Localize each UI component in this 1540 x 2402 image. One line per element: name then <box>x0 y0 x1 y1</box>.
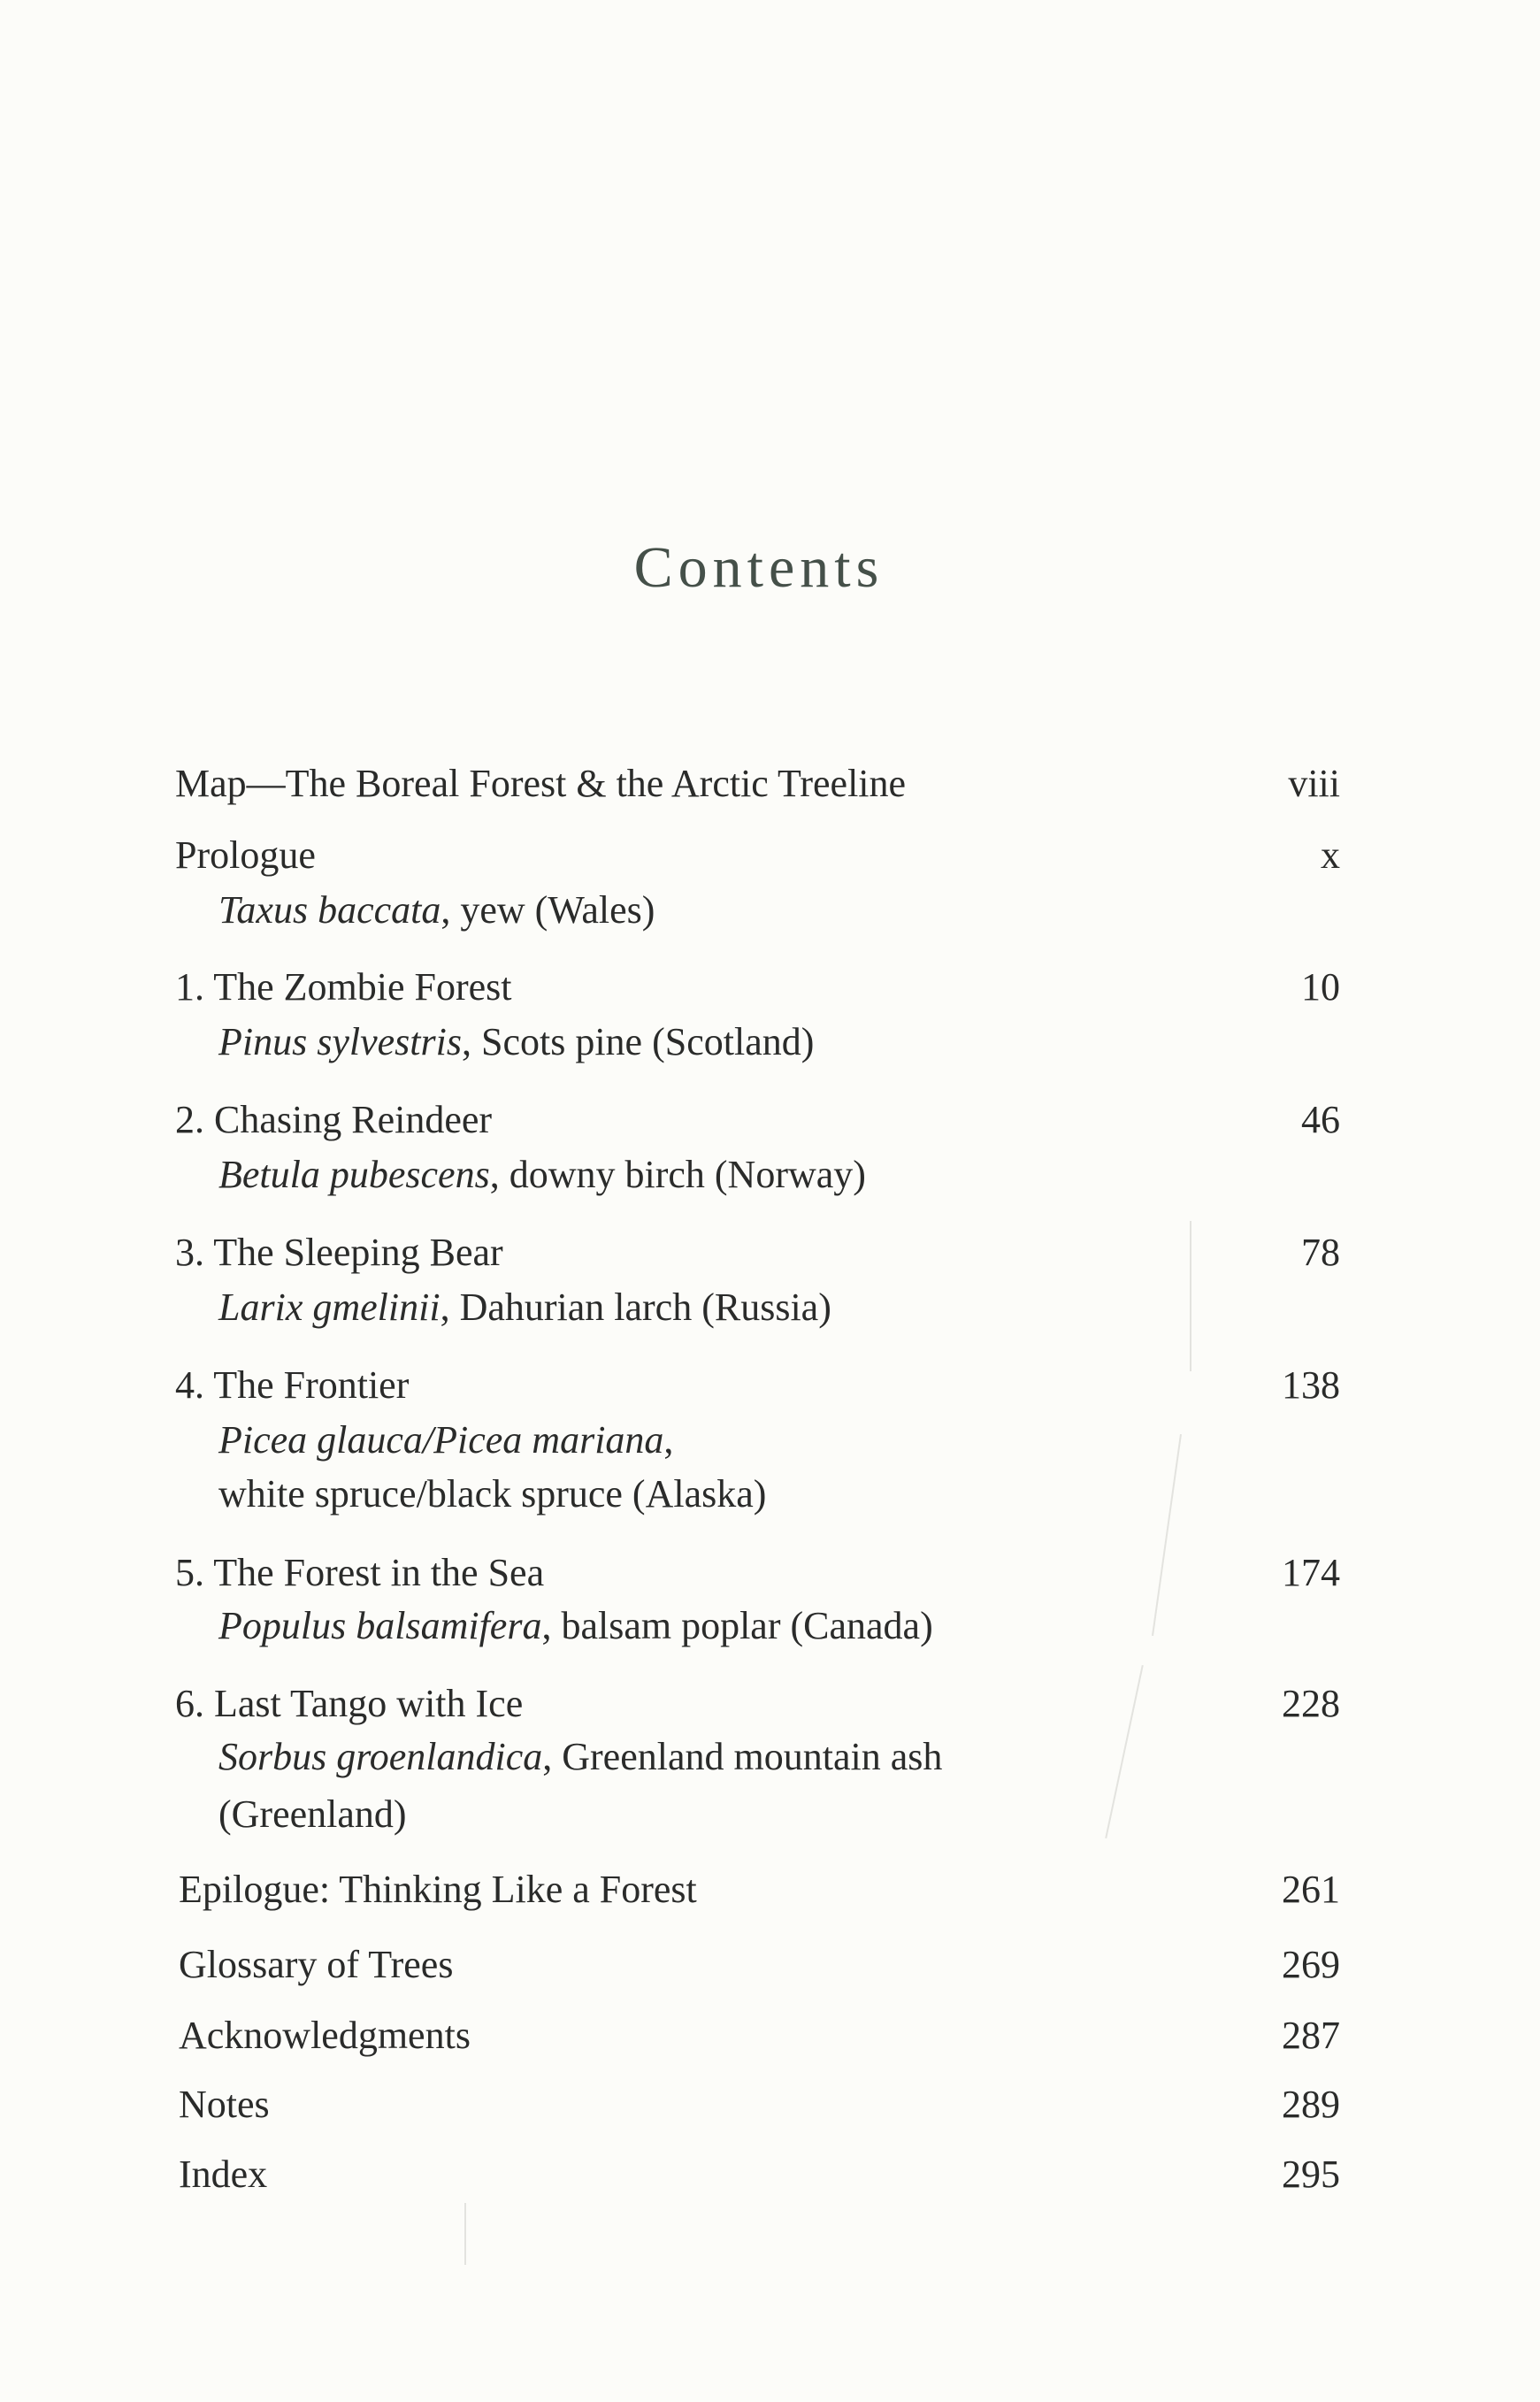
subtitle-text: , Greenland mountain ash <box>542 1735 943 1778</box>
subtitle-text: , balsam poplar (Canada) <box>541 1604 933 1647</box>
toc-page-number: 78 <box>1301 1231 1340 1274</box>
toc-page-number: 287 <box>1282 2014 1340 2057</box>
toc-entry-map[interactable]: Map—The Boreal Forest & the Arctic Treeline <box>175 762 907 805</box>
toc-subtitle <box>218 1019 814 1065</box>
subtitle-text: , Dahurian larch (Russia) <box>440 1285 831 1329</box>
species-name: Picea glauca/Picea mariana <box>218 1418 664 1462</box>
toc-entry-prologue[interactable]: Prologue <box>175 833 316 877</box>
toc-page-number: 261 <box>1282 1868 1340 1911</box>
toc-subtitle <box>218 1603 933 1649</box>
toc-subtitle-line2: (Greenland) <box>218 1792 407 1836</box>
species-name: Sorbus groenlandica <box>218 1735 543 1778</box>
species-name: Betula pubescens <box>218 1153 490 1196</box>
toc-entry-chapter-1[interactable]: 1. The Zombie Forest <box>175 965 512 1009</box>
toc-page-number: viii <box>1288 762 1340 805</box>
toc-subtitle <box>218 1734 942 1780</box>
toc-page-number: 295 <box>1282 2153 1340 2196</box>
subtitle-text: , <box>663 1418 674 1462</box>
toc-page-number: x <box>1321 833 1340 877</box>
toc-entry-notes[interactable]: Notes <box>179 2083 270 2126</box>
toc-page-number: 174 <box>1282 1551 1340 1594</box>
subtitle-text: , yew (Wales) <box>441 888 655 932</box>
toc-page-number: 269 <box>1282 1943 1340 1986</box>
toc-entry-acknowledgments[interactable]: Acknowledgments <box>179 2014 471 2057</box>
toc-entry-chapter-2[interactable]: 2. Chasing Reindeer <box>175 1098 493 1141</box>
toc-subtitle <box>218 1285 831 1331</box>
toc-entry-chapter-3[interactable]: 3. The Sleeping Bear <box>175 1231 503 1274</box>
species-name: Larix gmelinii <box>218 1285 441 1329</box>
toc-page-number: 228 <box>1282 1682 1340 1725</box>
toc-subtitle <box>218 1152 866 1198</box>
species-name: Populus balsamifera <box>218 1604 542 1647</box>
toc-entry-chapter-5[interactable]: 5. The Forest in the Sea <box>175 1551 545 1594</box>
toc-entry-chapter-4[interactable]: 4. The Frontier <box>175 1363 410 1407</box>
toc-entry-index[interactable]: Index <box>179 2153 268 2196</box>
subtitle-text: , Scots pine (Scotland) <box>461 1020 815 1063</box>
species-name: Taxus baccata <box>218 888 441 932</box>
page-title: Contents <box>633 535 885 601</box>
species-name: Pinus sylvestris <box>218 1020 462 1063</box>
toc-entry-epilogue[interactable]: Epilogue: Thinking Like a Forest <box>179 1868 697 1911</box>
toc-page-number: 289 <box>1282 2083 1340 2126</box>
subtitle-text: , downy birch (Norway) <box>489 1153 866 1196</box>
toc-entry-glossary[interactable]: Glossary of Trees <box>179 1943 454 1986</box>
toc-entry-chapter-6[interactable]: 6. Last Tango with Ice <box>175 1682 524 1725</box>
toc-page-number: 10 <box>1301 965 1340 1009</box>
toc-subtitle-line2: white spruce/black spruce (Alaska) <box>218 1472 767 1516</box>
toc-subtitle <box>218 887 655 933</box>
toc-page-number: 138 <box>1282 1363 1340 1407</box>
toc-subtitle <box>218 1417 673 1463</box>
toc-page-number: 46 <box>1301 1098 1340 1141</box>
